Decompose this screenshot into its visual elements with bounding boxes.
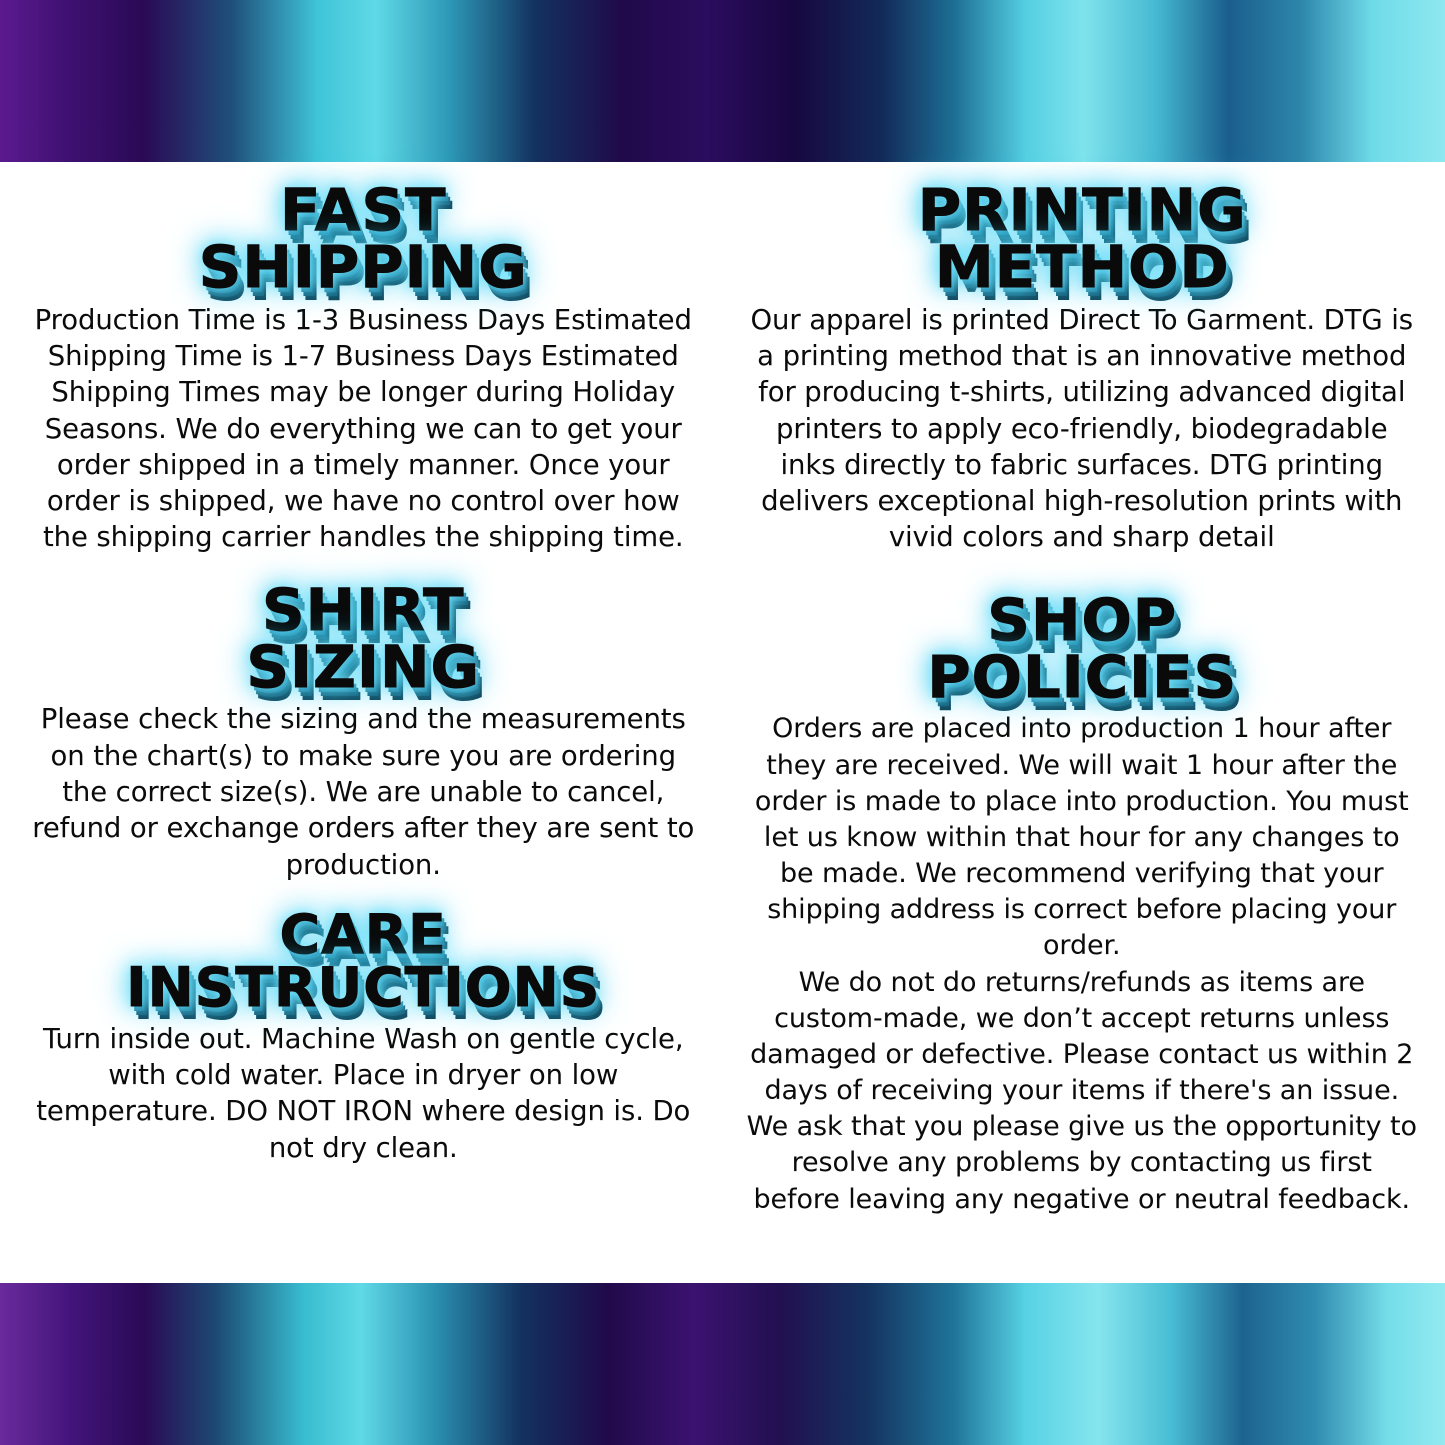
- shirt-sizing-heading-line1: SHIRT: [261, 575, 465, 644]
- fast-shipping-heading: [19, 176, 707, 301]
- care-instructions-heading: [19, 903, 707, 1017]
- care-instructions-body: Turn inside out. Machine Wash on gentle cycle, with cold water. Place in dryer on low temperature. DO NOT IRON where design is. Do not dry clean.: [36, 1022, 691, 1164]
- fast-shipping-heading-line1: FAST: [280, 176, 447, 244]
- shop-policies-body: [745, 711, 1420, 1217]
- spacer: [26, 887, 701, 903]
- shop-policies-paragraph-1: Orders are placed into production 1 hour after they are received. We will wait 1 hour after the order is made to place into production. You must let us know within that hour for any changes to be made. We recommend verifying that your shipping address is correct before placing your order.: [754, 713, 1409, 962]
- printing-method-heading-line1: PRINTING: [917, 176, 1247, 244]
- section-fast-shipping: [26, 176, 701, 556]
- section-care-instructions: [26, 903, 701, 1166]
- shop-policies-paragraph-2: We do not do returns/refunds as items are custom-made, we don’t accept returns unless damaged or defective. Please contact us within 2 days of receiving your items if there's an issue.: [750, 966, 1414, 1107]
- spacer: [745, 560, 1420, 586]
- bottom-gradient-band: [0, 1283, 1445, 1445]
- shop-policies-heading-line1: SHOP: [986, 585, 1177, 654]
- shirt-sizing-body: Please check the sizing and the measurements on the chart(s) to make sure you are ordering the correct size(s). We are unable to cancel, refund or exchange orders after they are sent to production.: [32, 703, 695, 881]
- printing-method-body: Our apparel is printed Direct To Garment. DTG is a printing method that is an innovative method for producing t-shirts, utilizing advanced digital printers to apply eco-friendly, biodegradable inks directly to fabric surfaces. DTG printing delivers exceptional high-resolution prints with vivid colors and sharp detail: [750, 303, 1414, 554]
- shop-policies-heading: [738, 585, 1426, 711]
- section-shirt-sizing: [26, 576, 701, 883]
- fast-shipping-body: Production Time is 1-3 Business Days Estimated Shipping Time is 1-7 Business Days Estimated Shipping Times may be longer during Holiday Seasons. We do everything we can to get your order shipped in a timely manner. Once your order is shipped, we have no control over how the shipping carrier handles the shipping time.: [34, 303, 692, 554]
- left-column: [18, 176, 723, 1277]
- printing-method-heading: [738, 176, 1426, 301]
- shirt-sizing-heading: [19, 575, 707, 701]
- section-shop-policies: [745, 586, 1420, 1218]
- care-instructions-heading-line1: CARE: [279, 902, 447, 966]
- top-gradient-band: [0, 0, 1445, 162]
- info-columns: [0, 162, 1445, 1283]
- printing-method-heading-line2: METHOD: [934, 232, 1230, 301]
- shop-policies-paragraph-3: We ask that you please give us the opportunity to resolve any problems by contacting us first before leaving any negative or neutral feedback.: [746, 1111, 1417, 1215]
- shirt-sizing-heading-line2: SIZING: [246, 632, 481, 701]
- spacer: [26, 560, 701, 576]
- care-instructions-heading-line2: INSTRUCTIONS: [126, 955, 601, 1019]
- right-column: [723, 176, 1428, 1277]
- fast-shipping-heading-line2: SHIPPING: [198, 232, 528, 301]
- shop-policies-heading-line2: POLICIES: [926, 642, 1237, 711]
- section-printing-method: [745, 176, 1420, 556]
